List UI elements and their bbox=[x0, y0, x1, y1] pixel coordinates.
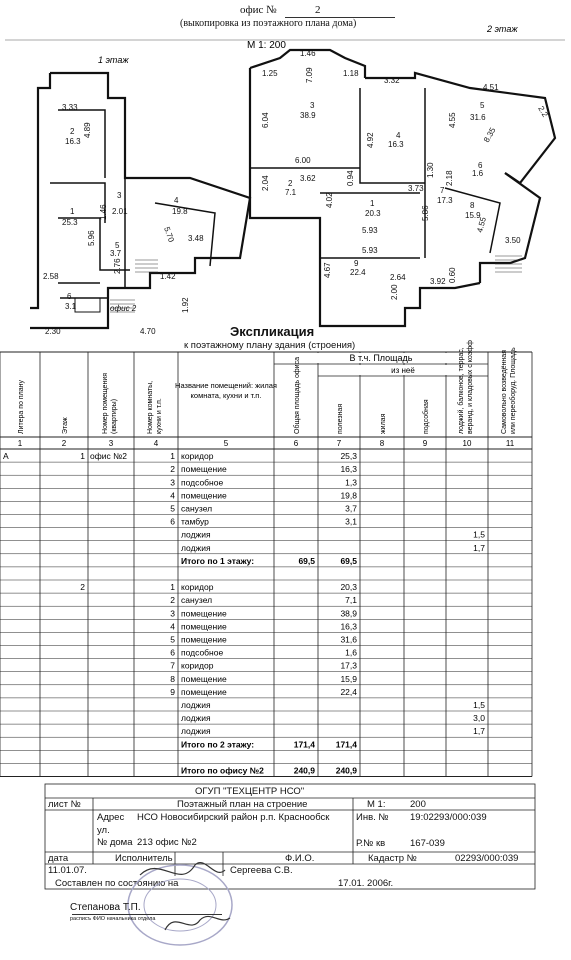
svg-text:5.86: 5.86 bbox=[421, 205, 430, 221]
svg-text:2.30: 2.30 bbox=[45, 327, 61, 336]
table-cell: тамбур bbox=[181, 516, 209, 527]
svg-text:1: 1 bbox=[70, 207, 75, 216]
state-label: Составлен по состоянию на bbox=[55, 878, 179, 889]
table-cell: лоджия bbox=[181, 542, 211, 553]
svg-text:4.51: 4.51 bbox=[483, 83, 499, 92]
svg-text:38.9: 38.9 bbox=[300, 111, 316, 120]
svg-text:2.00: 2.00 bbox=[390, 284, 399, 300]
table-cell: 240,9 bbox=[335, 765, 357, 776]
svg-text:3.33: 3.33 bbox=[62, 103, 78, 112]
col-header-8: жилая bbox=[380, 413, 387, 434]
table-cell: 2 bbox=[170, 464, 175, 475]
table-cell: коридор bbox=[181, 451, 214, 462]
col-number: 1 bbox=[17, 439, 23, 448]
table-cell: 69,5 bbox=[340, 555, 357, 566]
table-cell: помещение bbox=[181, 464, 227, 475]
inv-label: Инв. № bbox=[356, 812, 389, 823]
svg-text:16.3: 16.3 bbox=[65, 137, 81, 146]
rn-value: 167-039 bbox=[410, 838, 445, 849]
col-header-2: Этаж bbox=[62, 417, 69, 434]
table-cell: 1 bbox=[170, 451, 175, 462]
table-cell: 15,9 bbox=[340, 673, 357, 684]
svg-text:5: 5 bbox=[480, 101, 485, 110]
svg-text:2.2: 2.2 bbox=[536, 104, 550, 119]
sheet-label: лист № bbox=[48, 799, 81, 810]
svg-text:17.3: 17.3 bbox=[437, 196, 453, 205]
table-cell: подсобное bbox=[181, 647, 224, 658]
table-cell: Итого по 2 этажу: bbox=[181, 739, 255, 750]
col-number: 3 bbox=[108, 439, 114, 448]
svg-text:6: 6 bbox=[478, 161, 483, 170]
table-cell: санузел bbox=[181, 503, 213, 514]
col-header-4: Номер комнаты, bbox=[147, 380, 154, 434]
col-number: 9 bbox=[422, 439, 428, 448]
table-cell: 8 bbox=[170, 673, 175, 684]
table-cell: 1,3 bbox=[345, 477, 357, 488]
table-cell: подсобное bbox=[181, 477, 224, 488]
svg-text:2: 2 bbox=[70, 127, 75, 136]
table-cell: 38,9 bbox=[340, 608, 357, 619]
svg-text:4.70: 4.70 bbox=[140, 327, 156, 336]
floor2-label: 2 этаж bbox=[487, 24, 518, 34]
table-cell: 1 bbox=[80, 451, 85, 462]
svg-text:16.3: 16.3 bbox=[388, 140, 404, 149]
date-value: 11.01.07. bbox=[48, 865, 87, 876]
table-cell: помещение bbox=[181, 621, 227, 632]
table-cell: помещение bbox=[181, 634, 227, 645]
svg-text:4: 4 bbox=[174, 196, 179, 205]
svg-text:22.4: 22.4 bbox=[350, 268, 366, 277]
date-label: дата bbox=[48, 853, 69, 864]
col-header-1: Литера по плану bbox=[18, 379, 25, 434]
fio-value: Сергеева С.В. bbox=[230, 865, 293, 876]
svg-text:2.01: 2.01 bbox=[112, 207, 128, 216]
table-cell: 31,6 bbox=[340, 634, 357, 645]
street-label: ул. bbox=[97, 825, 110, 836]
stamp-seal bbox=[120, 850, 250, 950]
svg-text:2.76: 2.76 bbox=[113, 258, 122, 274]
svg-text:4.89: 4.89 bbox=[83, 122, 92, 138]
table-cell: 6 bbox=[170, 647, 175, 658]
table-cell: 5 bbox=[170, 503, 175, 514]
svg-text:3.50: 3.50 bbox=[505, 236, 521, 245]
office-number: 2 bbox=[315, 4, 321, 16]
document-subtitle: (выкопировка из поэтажного плана дома) bbox=[180, 18, 357, 29]
cadastre-value: 02293/000:039 bbox=[455, 853, 519, 864]
table-cell: лоджия bbox=[181, 529, 211, 540]
col-group-header: В т.ч. Площадь bbox=[349, 353, 413, 363]
col-number: 6 bbox=[293, 439, 299, 448]
svg-text:1.30: 1.30 bbox=[426, 162, 435, 178]
svg-text:2.04: 2.04 bbox=[261, 175, 270, 191]
rn-label: Р.№ кв bbox=[356, 838, 386, 849]
svg-text:8.35: 8.35 bbox=[481, 126, 498, 144]
table-cell: 1 bbox=[170, 582, 175, 593]
table-cell: 7 bbox=[170, 660, 175, 671]
office-label: офис № bbox=[240, 4, 277, 16]
col-header-6: Общая площадь офиса bbox=[294, 357, 301, 434]
svg-text:2: 2 bbox=[288, 179, 293, 188]
table-cell: 16,3 bbox=[340, 621, 357, 632]
table-cell: 5 bbox=[170, 634, 175, 645]
table-cell: 171,4 bbox=[335, 739, 357, 750]
svg-text:3.1: 3.1 bbox=[65, 302, 77, 311]
scale-value: 200 bbox=[410, 799, 426, 810]
table-cell: 69,5 bbox=[298, 555, 315, 566]
table-cell: 2 bbox=[80, 582, 85, 593]
svg-text:комната, кухни и т.п.: комната, кухни и т.п. bbox=[190, 391, 262, 400]
svg-text:19.8: 19.8 bbox=[172, 207, 188, 216]
explication-title: Экспликация bbox=[230, 324, 315, 339]
svg-text:1.25: 1.25 bbox=[262, 69, 278, 78]
svg-text:5.70: 5.70 bbox=[162, 225, 176, 244]
svg-text:25.3: 25.3 bbox=[62, 218, 78, 227]
org-name: ОГУП "ТЕХЦЕНТР НСО" bbox=[195, 786, 305, 797]
svg-text:2.58: 2.58 bbox=[43, 272, 59, 281]
doc-title: Поэтажный план на строение bbox=[177, 799, 308, 810]
col-header-11: Самовольно возведённая bbox=[501, 350, 508, 434]
table-cell: 16,3 bbox=[340, 464, 357, 475]
svg-text:3.62: 3.62 bbox=[300, 174, 316, 183]
floor1-dimensions bbox=[43, 103, 204, 336]
table-cell: 1,7 bbox=[473, 542, 485, 553]
table-cell: 4 bbox=[170, 490, 175, 501]
signer-name: Степанова Т.П. bbox=[70, 902, 141, 913]
table-cell: 3 bbox=[170, 608, 175, 619]
svg-text:5: 5 bbox=[115, 241, 120, 250]
signer-underline bbox=[72, 914, 222, 915]
svg-text:4.92: 4.92 bbox=[366, 132, 375, 148]
cadastre-label: Кадастр № bbox=[368, 853, 417, 864]
table-cell: 19,8 bbox=[340, 490, 357, 501]
col-header-7: полезная bbox=[337, 403, 344, 434]
col-subgroup-header: из неё bbox=[391, 366, 415, 375]
table-cell: лоджия bbox=[181, 726, 211, 737]
svg-text:3: 3 bbox=[117, 191, 122, 200]
scale-label-stamp: М 1: bbox=[367, 799, 386, 810]
svg-text:1.92: 1.92 bbox=[181, 297, 190, 313]
house-value: 213 офис №2 bbox=[137, 837, 197, 848]
table-cell: 240,9 bbox=[293, 765, 315, 776]
table-cell: санузел bbox=[181, 595, 213, 606]
table-cell: Итого по офису №2 bbox=[181, 765, 264, 776]
svg-text:1.46: 1.46 bbox=[300, 49, 316, 58]
svg-text:1.18: 1.18 bbox=[343, 69, 359, 78]
svg-text:0.60: 0.60 bbox=[448, 267, 457, 283]
svg-text:3.48: 3.48 bbox=[188, 234, 204, 243]
svg-text:3.92: 3.92 bbox=[430, 277, 446, 286]
table-cell: 25,3 bbox=[340, 451, 357, 462]
table-cell: помещение bbox=[181, 608, 227, 619]
col-number: 4 bbox=[153, 439, 159, 448]
table-cell: 7,1 bbox=[345, 595, 357, 606]
table-cell: 1,5 bbox=[473, 529, 485, 540]
svg-text:31.6: 31.6 bbox=[470, 113, 486, 122]
floor1-label: 1 этаж bbox=[98, 55, 129, 65]
svg-text:4.55: 4.55 bbox=[448, 112, 457, 128]
table-cell: помещение bbox=[181, 490, 227, 501]
table-cell: 17,3 bbox=[340, 660, 357, 671]
table-cell: 3,0 bbox=[473, 713, 485, 724]
table-cell: 171,4 bbox=[293, 739, 315, 750]
table-cell: лоджия bbox=[181, 713, 211, 724]
table-cell: 6 bbox=[170, 516, 175, 527]
col-number: 2 bbox=[61, 439, 67, 448]
inv-value: 19:02293/000:039 bbox=[410, 812, 487, 823]
col-number: 7 bbox=[336, 439, 342, 448]
svg-text:15.9: 15.9 bbox=[465, 211, 481, 220]
svg-text:6.00: 6.00 bbox=[295, 156, 311, 165]
col-number: 5 bbox=[223, 439, 229, 448]
table-cell: 20,3 bbox=[340, 582, 357, 593]
table-cell: 1,7 bbox=[473, 726, 485, 737]
svg-text:4.02: 4.02 bbox=[325, 192, 334, 208]
title-block bbox=[45, 784, 535, 891]
svg-text:1.46: 1.46 bbox=[99, 204, 108, 220]
col-header-10: лоджий, балконов, террас, bbox=[458, 347, 465, 434]
address-value: НСО Новосибирский район р.п. Краснообск bbox=[137, 812, 330, 823]
svg-text:офис 2: офис 2 bbox=[110, 304, 137, 313]
svg-text:8: 8 bbox=[470, 201, 475, 210]
svg-text:или переоборуд. Площадь: или переоборуд. Площадь bbox=[510, 347, 517, 434]
col-number: 8 bbox=[379, 439, 385, 448]
svg-text:5.93: 5.93 bbox=[362, 246, 378, 255]
svg-text:9: 9 bbox=[354, 259, 359, 268]
col-number: 10 bbox=[462, 439, 472, 448]
table-cell: 9 bbox=[170, 686, 175, 697]
svg-text:2.64: 2.64 bbox=[390, 273, 406, 282]
svg-text:веранд, и кладовых с коэфф: веранд, и кладовых с коэфф bbox=[467, 340, 474, 434]
svg-text:7.09: 7.09 bbox=[305, 67, 314, 83]
table-cell: помещение bbox=[181, 686, 227, 697]
table-cell: коридор bbox=[181, 582, 214, 593]
table-cell: 22,4 bbox=[340, 686, 357, 697]
col-header-name: Название помещений: жилая bbox=[175, 381, 277, 390]
table-cell: 2 bbox=[170, 595, 175, 606]
svg-text:3: 3 bbox=[310, 101, 315, 110]
table-cell: Итого по 1 этажу: bbox=[181, 555, 255, 566]
table-cell: 3 bbox=[170, 477, 175, 488]
svg-text:6.04: 6.04 bbox=[261, 112, 270, 128]
svg-text:4: 4 bbox=[396, 131, 401, 140]
svg-text:4.67: 4.67 bbox=[323, 262, 332, 278]
svg-text:2.18: 2.18 bbox=[445, 170, 454, 186]
svg-text:6: 6 bbox=[67, 292, 72, 301]
svg-text:1.42: 1.42 bbox=[160, 272, 176, 281]
table-cell: 4 bbox=[170, 621, 175, 632]
signer-note: расписъ ФИО начальника отдела bbox=[70, 916, 156, 922]
table-cell: лоджия bbox=[181, 700, 211, 710]
address-label: Адрес bbox=[97, 812, 125, 823]
svg-text:кухни и т.п.: кухни и т.п. bbox=[156, 398, 163, 434]
explication-subtitle: к поэтажному плану здания (строения) bbox=[184, 340, 356, 351]
svg-text:5.93: 5.93 bbox=[362, 226, 378, 235]
scale-label: М 1: 200 bbox=[247, 40, 286, 51]
col-number: 11 bbox=[505, 439, 515, 448]
svg-text:7.1: 7.1 bbox=[285, 188, 297, 197]
svg-text:0.94: 0.94 bbox=[346, 170, 355, 186]
table-cell: 3,7 bbox=[345, 503, 357, 514]
svg-text:1: 1 bbox=[370, 199, 375, 208]
svg-text:1.6: 1.6 bbox=[472, 169, 484, 178]
svg-text:7: 7 bbox=[440, 186, 445, 195]
table-cell: помещение bbox=[181, 673, 227, 684]
executor-label: Исполнитель bbox=[115, 853, 173, 864]
col-header-9: подсобная bbox=[423, 399, 430, 434]
svg-text:20.3: 20.3 bbox=[365, 209, 381, 218]
table-cell: 1,6 bbox=[345, 647, 357, 658]
svg-text:5.96: 5.96 bbox=[87, 230, 96, 246]
svg-text:3.7: 3.7 bbox=[110, 249, 122, 258]
table-cell: А bbox=[3, 451, 9, 462]
fio-label: Ф.И.О. bbox=[285, 853, 315, 864]
table-cell: 1,5 bbox=[473, 700, 485, 710]
svg-text:(квартиры): (квартиры) bbox=[111, 398, 118, 434]
col-header-3: Номер помещения bbox=[102, 372, 109, 434]
state-date: 17.01. 2006г. bbox=[338, 878, 394, 889]
svg-text:3.32: 3.32 bbox=[384, 76, 400, 85]
svg-text:4.55: 4.55 bbox=[475, 216, 488, 234]
table-cell: коридор bbox=[181, 660, 214, 671]
house-label: № дома bbox=[97, 837, 133, 848]
table-cell: 3,1 bbox=[345, 516, 357, 527]
table-cell: офис №2 bbox=[90, 451, 127, 462]
svg-text:3.73: 3.73 bbox=[408, 184, 424, 193]
floor2-stairs bbox=[495, 256, 522, 272]
